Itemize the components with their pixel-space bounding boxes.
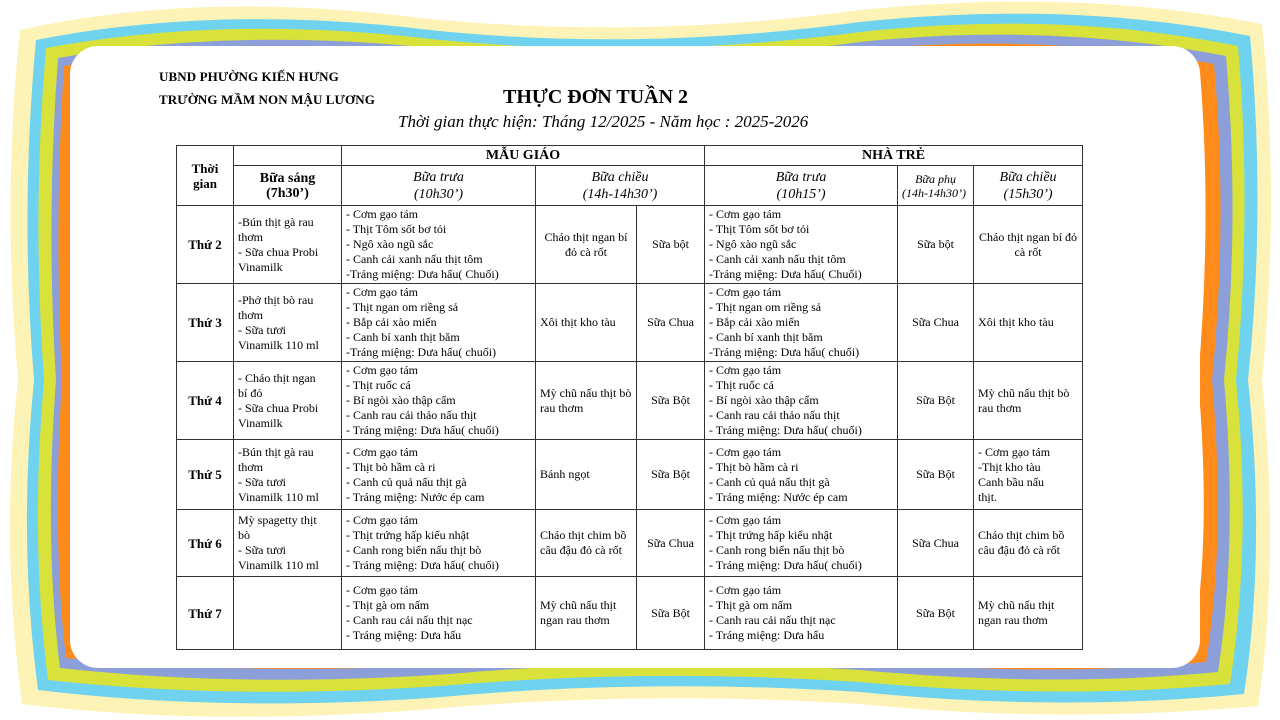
nt-lunch-cell [705, 284, 898, 362]
mg-lunch-cell [342, 362, 536, 440]
col-mg-lunch-time: (10h30’) [414, 186, 463, 202]
menu-line: - Cơm gạo tám [346, 583, 418, 597]
menu-line: - Thịt trứng hấp kiểu nhật [709, 528, 833, 542]
nt-snack-cell: Sữa Bột [898, 577, 974, 650]
day-cell: Thứ 7 [177, 577, 234, 650]
nt-lunch-cell [705, 510, 898, 577]
menu-line: - Cơm gạo tám [346, 444, 418, 459]
menu-line: - Tráng miệng: Dưa hấu( chuối) [346, 423, 499, 437]
menu-line: - Canh bí xanh thịt băm [346, 330, 460, 344]
mg-milk-cell: Sữa Chua [637, 284, 705, 362]
col-nt-snack-time: (14h-14h30’) [902, 185, 967, 200]
col-nt-snack-header [898, 166, 974, 206]
nt-snack-cell: Sữa Bột [898, 362, 974, 440]
breakfast-cell [234, 362, 342, 440]
col-breakfast-label: Bữa sáng [259, 170, 316, 186]
day-cell: Thứ 2 [177, 206, 234, 284]
nt-lunch-cell [705, 206, 898, 284]
menu-line: Vinamilk [238, 259, 283, 274]
header-row-meals [177, 166, 1083, 206]
menu-line: - Cơm gạo tám [709, 513, 782, 527]
group-nha-tre: NHÀ TRẺ [705, 146, 1083, 166]
menu-line: - Cơm gạo tám [978, 444, 1051, 459]
menu-line: - Thịt ngan om riềng sả [709, 300, 822, 314]
menu-line: - Sữa tươi [238, 474, 287, 489]
nt-afternoon-cell [974, 440, 1083, 510]
menu-line: - Canh củ quả nấu thịt gà [346, 474, 467, 489]
menu-line: - Thịt gà om nấm [346, 598, 430, 612]
weekly-menu-table [176, 145, 1083, 650]
col-nt-afternoon-time: (15h30’) [1003, 186, 1053, 202]
nt-snack-cell: Sữa Bột [898, 440, 974, 510]
menu-line: - Tráng miệng: Dưa hấu( chuối) [346, 558, 499, 572]
menu-line: - Canh rau cải thảo nấu thịt [709, 408, 840, 422]
day-cell: Thứ 6 [177, 510, 234, 577]
menu-line: - Thịt Tôm sốt bơ tỏi [346, 222, 447, 236]
col-mg-afternoon-label: Bữa chiều [591, 169, 649, 185]
menu-line: - Cơm gạo tám [346, 363, 418, 377]
menu-line: - Tráng miệng: Dưa hấu [346, 628, 462, 642]
menu-line: -Tráng miệng: Dưa hấu( Chuối) [709, 267, 862, 281]
menu-line: -Bún thịt gà rau [238, 444, 314, 459]
school-name: TRƯỜNG MẦM NON MẬU LƯƠNG [159, 92, 375, 107]
nt-snack-cell: Sữa Chua [898, 510, 974, 577]
menu-line: - Canh rau cải nấu thịt nạc [709, 613, 836, 627]
menu-line: - Sữa tươi [238, 543, 287, 557]
menu-line: -Tráng miệng: Dưa hấu( Chuối) [346, 267, 499, 281]
menu-line: - Thịt ruốc cá [346, 378, 411, 392]
nt-afternoon-cell: Mỳ chũ nấu thịt bò rau thơm [974, 362, 1083, 440]
menu-line: - Thịt bò hầm cà ri [709, 459, 799, 474]
table-row [177, 577, 1083, 650]
menu-line: -Tráng miệng: Dưa hấu( chuối) [709, 345, 860, 359]
menu-line: bò [238, 528, 250, 542]
menu-line: - Canh rau cải thảo nấu thịt [346, 408, 477, 422]
day-cell: Thứ 3 [177, 284, 234, 362]
menu-line: - Cơm gạo tám [709, 444, 782, 459]
table-row [177, 206, 1083, 284]
col-mg-afternoon-time: (14h-14h30’) [582, 186, 658, 202]
menu-line: -Phở thịt bò rau [238, 292, 314, 307]
table-row [177, 440, 1083, 510]
menu-line: - Cơm gạo tám [346, 513, 418, 527]
menu-line: - Thịt gà om nấm [709, 598, 793, 612]
nt-afternoon-cell: Xôi thịt kho tàu [974, 284, 1083, 362]
mg-milk-cell: Sữa bột [637, 206, 705, 284]
menu-line: - Tráng miệng: Nước ép cam [346, 489, 485, 504]
menu-line: - Cơm gạo tám [709, 285, 782, 299]
menu-line: - Cháo thịt ngan [238, 370, 316, 385]
menu-line: -Bún thịt gà rau [238, 214, 314, 229]
nt-afternoon-cell: Cháo thịt chim bồ câu đậu đỏ cà rốt [974, 510, 1083, 577]
breakfast-cell [234, 577, 342, 650]
nt-lunch-cell [705, 440, 898, 510]
menu-line: - Thịt ruốc cá [709, 378, 774, 392]
menu-line: - Ngô xào ngũ sắc [346, 237, 434, 251]
page-title: THỰC ĐƠN TUẦN 2 [503, 86, 689, 108]
group-mau-giao: MẪU GIÁO [342, 146, 705, 166]
menu-line: thơm [238, 307, 264, 322]
mg-afternoon-cell: Cháo thịt ngan bí đỏ cà rốt [536, 206, 637, 284]
menu-line: - Cơm gạo tám [709, 583, 782, 597]
menu-line: Vinamilk 110 ml [238, 337, 319, 352]
menu-line: bí đỏ [238, 385, 263, 400]
col-mg-lunch-header [342, 166, 536, 206]
col-breakfast-time: (7h30’) [266, 185, 309, 201]
menu-line: thơm [238, 229, 264, 244]
menu-line: - Tráng miệng: Dưa hấu( chuối) [709, 423, 862, 437]
col-time-label: Thời gian [191, 160, 219, 191]
menu-line: - Bí ngòi xào thập cẩm [709, 393, 819, 407]
mg-lunch-cell [342, 440, 536, 510]
menu-line: Vinamilk 110 ml [238, 558, 319, 572]
nt-lunch-cell [705, 362, 898, 440]
mg-afternoon-cell: Bánh ngọt [536, 440, 637, 510]
menu-line: - Canh bí xanh thịt băm [709, 330, 823, 344]
menu-line: - Cơm gạo tám [346, 285, 418, 299]
nt-snack-cell: Sữa Chua [898, 284, 974, 362]
menu-line: thơm [238, 459, 264, 474]
menu-line: - Cơm gạo tám [709, 363, 782, 377]
col-time-header [177, 146, 234, 206]
breakfast-cell [234, 440, 342, 510]
menu-line: - Thịt bò hầm cà ri [346, 459, 436, 474]
menu-line: - Sữa chua Probi [238, 400, 319, 415]
menu-line: - Tráng miệng: Nước ép cam [709, 489, 848, 504]
menu-line: - Canh rong biển nấu thịt bò [709, 543, 845, 557]
menu-line: Vinamilk [238, 415, 283, 430]
day-cell: Thứ 4 [177, 362, 234, 440]
nt-afternoon-cell: Cháo thịt ngan bí đỏ cà rốt [974, 206, 1083, 284]
col-nt-lunch-header [705, 166, 898, 206]
menu-line: -Tráng miệng: Dưa hấu( chuối) [346, 345, 497, 359]
breakfast-cell [234, 206, 342, 284]
mg-afternoon-cell: Mỳ chũ nấu thịt bò rau thơm [536, 362, 637, 440]
table-row [177, 510, 1083, 577]
col-nt-afternoon-header [974, 166, 1083, 206]
table-row [177, 362, 1083, 440]
menu-line: - Canh rong biển nấu thịt bò [346, 543, 482, 557]
col-nt-snack-label: Bữa phụ [915, 171, 956, 186]
col-nt-afternoon-label: Bữa chiều [999, 169, 1057, 185]
menu-line: - Canh cải xanh nấu thịt tôm [709, 252, 846, 266]
mg-lunch-cell [342, 284, 536, 362]
col-nt-lunch-time: (10h15’) [776, 186, 826, 202]
menu-line: - Tráng miệng: Dưa hấu( chuối) [709, 558, 862, 572]
menu-line: Canh bầu nấu [978, 474, 1045, 489]
header-row-groups [177, 146, 1083, 166]
menu-line: - Bắp cải xào miến [346, 315, 437, 329]
mg-milk-cell: Sữa Chua [637, 510, 705, 577]
empty-group-cell [234, 146, 342, 166]
mg-afternoon-cell: Mỳ chũ nấu thịt ngan rau thơm [536, 577, 637, 650]
menu-line: - Cơm gạo tám [346, 207, 418, 221]
mg-milk-cell: Sữa Bột [637, 440, 705, 510]
mg-milk-cell: Sữa Bột [637, 577, 705, 650]
menu-line: - Bắp cải xào miến [709, 315, 800, 329]
col-mg-lunch-label: Bữa trưa [413, 169, 464, 185]
menu-line: Mỳ spagetty thịt [238, 513, 317, 527]
page-subtitle: Thời gian thực hiện: Tháng 12/2025 - Năm học : 2025-2026 [398, 112, 809, 131]
col-breakfast-header [234, 166, 342, 206]
menu-line: - Sữa chua Probi [238, 244, 319, 259]
col-nt-lunch-label: Bữa trưa [775, 169, 827, 185]
menu-line: - Canh rau cải nấu thịt nạc [346, 613, 473, 627]
mg-lunch-cell [342, 510, 536, 577]
menu-line: - Thịt trứng hấp kiểu nhật [346, 528, 470, 542]
menu-line: -Thịt kho tàu [978, 459, 1041, 474]
menu-line: - Tráng miệng: Dưa hấu [709, 628, 825, 642]
menu-line: - Canh cải xanh nấu thịt tôm [346, 252, 483, 266]
mg-milk-cell: Sữa Bột [637, 362, 705, 440]
mg-afternoon-cell: Cháo thịt chim bồ câu đậu đỏ cà rốt [536, 510, 637, 577]
district-name: UBND PHƯỜNG KIẾN HƯNG [159, 69, 339, 84]
menu-line: - Thịt ngan om riềng sả [346, 300, 459, 314]
mg-lunch-cell [342, 577, 536, 650]
nt-afternoon-cell: Mỳ chũ nấu thịt ngan rau thơm [974, 577, 1083, 650]
mg-lunch-cell [342, 206, 536, 284]
col-mg-afternoon-header [536, 166, 705, 206]
menu-line: - Thịt Tôm sốt bơ tỏi [709, 222, 810, 236]
breakfast-cell [234, 284, 342, 362]
nt-lunch-cell [705, 577, 898, 650]
mg-afternoon-cell: Xôi thịt kho tàu [536, 284, 637, 362]
menu-line: - Cơm gạo tám [709, 207, 782, 221]
breakfast-cell [234, 510, 342, 577]
menu-line: - Sữa tươi [238, 322, 287, 337]
nt-snack-cell: Sữa bột [898, 206, 974, 284]
menu-line: thịt. [978, 489, 998, 504]
menu-line: - Ngô xào ngũ sắc [709, 237, 797, 251]
menu-line: - Canh củ quả nấu thịt gà [709, 474, 830, 489]
menu-line: - Bí ngòi xào thập cẩm [346, 393, 456, 407]
day-cell: Thứ 5 [177, 440, 234, 510]
menu-line: Vinamilk 110 ml [238, 489, 319, 504]
table-row [177, 284, 1083, 362]
